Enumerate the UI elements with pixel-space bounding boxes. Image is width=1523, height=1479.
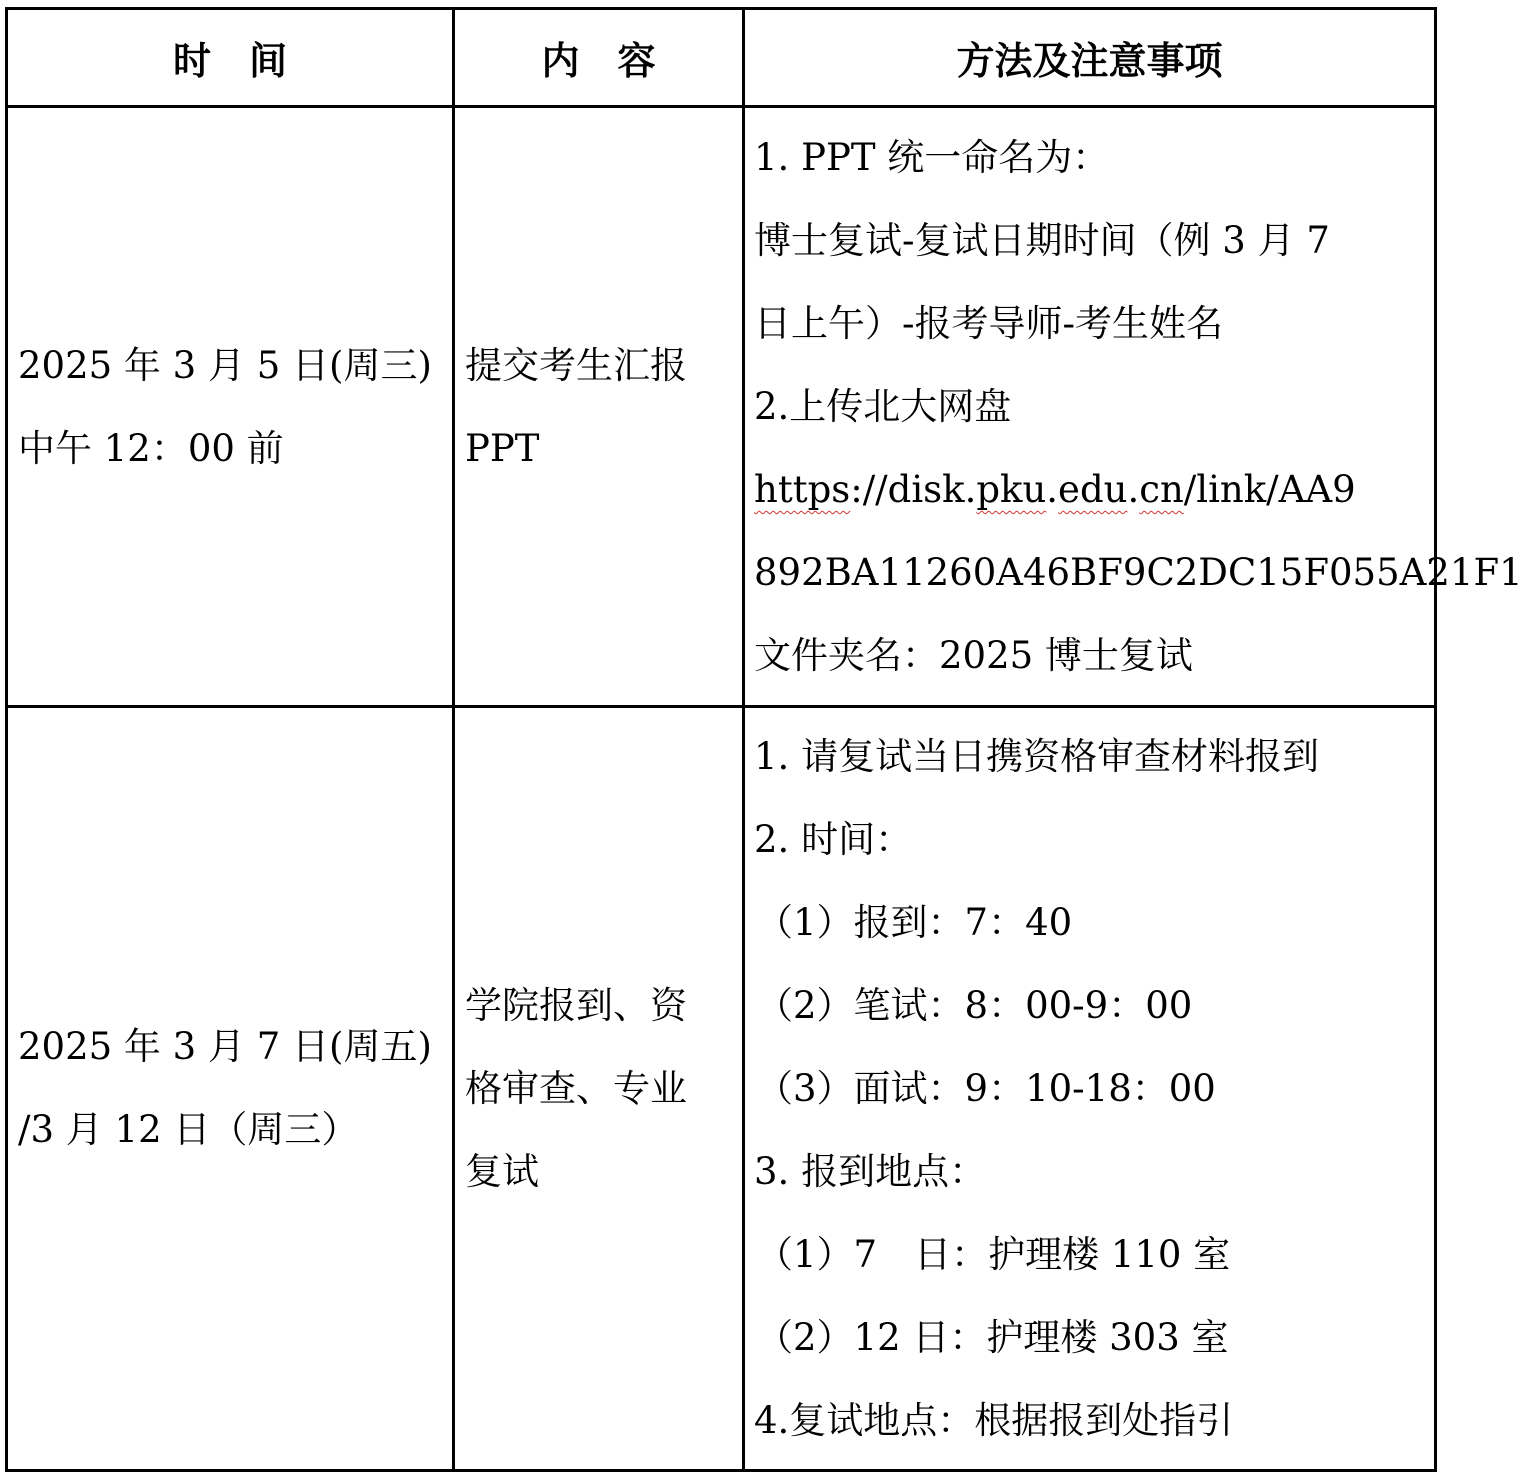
row1-method-line: 博士复试-复试日期时间（例 3 月 7 [754, 219, 1330, 263]
row1-time-line: 中午 12：00 前 [18, 426, 284, 470]
url-part: ://disk. [850, 468, 977, 512]
row2-content-cell [454, 706, 744, 1470]
table-row [7, 107, 1436, 707]
row2-method-line: （1）报到：7：40 [756, 900, 1073, 944]
row1-method-cell [744, 107, 1523, 707]
row2-method-line: 4.复试地点：根据报到处指引 [754, 1398, 1234, 1442]
url-part: /link/AA9 [1183, 468, 1356, 512]
row2-method-line: （3）面试：9：10-18：00 [756, 1066, 1216, 1110]
header-method-label: 方法及注意事项 [956, 39, 1223, 84]
url-part: https [754, 468, 851, 512]
row2-time-cell [7, 706, 454, 1470]
row1-method-line: 文件夹名：2025 博士复试 [754, 634, 1193, 678]
row2-method-line: 1. 请复试当日携资格审查材料报到 [754, 734, 1320, 778]
row2-content-line: 复试 [465, 1149, 539, 1193]
row2-method-line: 3. 报到地点： [754, 1149, 987, 1193]
url-part: pku [976, 468, 1047, 512]
row2-method-line: （2）12 日：护理楼 303 室 [756, 1315, 1229, 1359]
netdisk-link[interactable] [754, 448, 1434, 531]
header-time [7, 9, 454, 107]
row1-method-line: 1. PPT 统一命名为： [754, 136, 1110, 180]
header-content [454, 9, 744, 107]
url-part: cn [1139, 468, 1184, 512]
header-content-label: 内 容 [541, 39, 656, 84]
url-part: . [1046, 468, 1059, 512]
row2-content-line: 格审查、专业 [465, 1066, 687, 1110]
row2-time-line: /3 月 12 日（周三） [18, 1108, 359, 1152]
row2-method-line: 2. 时间： [754, 817, 913, 861]
row1-content-line: PPT [465, 426, 540, 470]
header-method [744, 9, 1436, 107]
row1-content-line: 提交考生汇报 [465, 343, 687, 387]
url-part: . [1127, 468, 1140, 512]
url-part: edu [1058, 468, 1128, 512]
row2-time-line: 2025 年 3 月 7 日(周五) [18, 1025, 432, 1069]
header-time-label: 时 间 [172, 39, 287, 84]
row2-method-cell [744, 706, 1436, 1470]
row1-time-cell [7, 107, 454, 707]
table-row [7, 706, 1436, 1470]
row2-content-line: 学院报到、资 [465, 983, 687, 1027]
row1-method-line: 日上午）-报考导师-考生姓名 [754, 302, 1224, 346]
row1-time-line: 2025 年 3 月 5 日(周三) [18, 343, 432, 387]
row1-content-cell [454, 107, 744, 707]
row2-method-line: （2）笔试：8：00-9：00 [756, 983, 1193, 1027]
schedule-table [5, 7, 1523, 1472]
table-header-row [7, 9, 1436, 107]
row2-method-line: （1）7 日：护理楼 110 室 [756, 1232, 1231, 1276]
row1-method-line: 892BA11260A46BF9C2DC15F055A21F1 [754, 551, 1523, 595]
row1-method-line: 2.上传北大网盘 [754, 385, 1012, 429]
